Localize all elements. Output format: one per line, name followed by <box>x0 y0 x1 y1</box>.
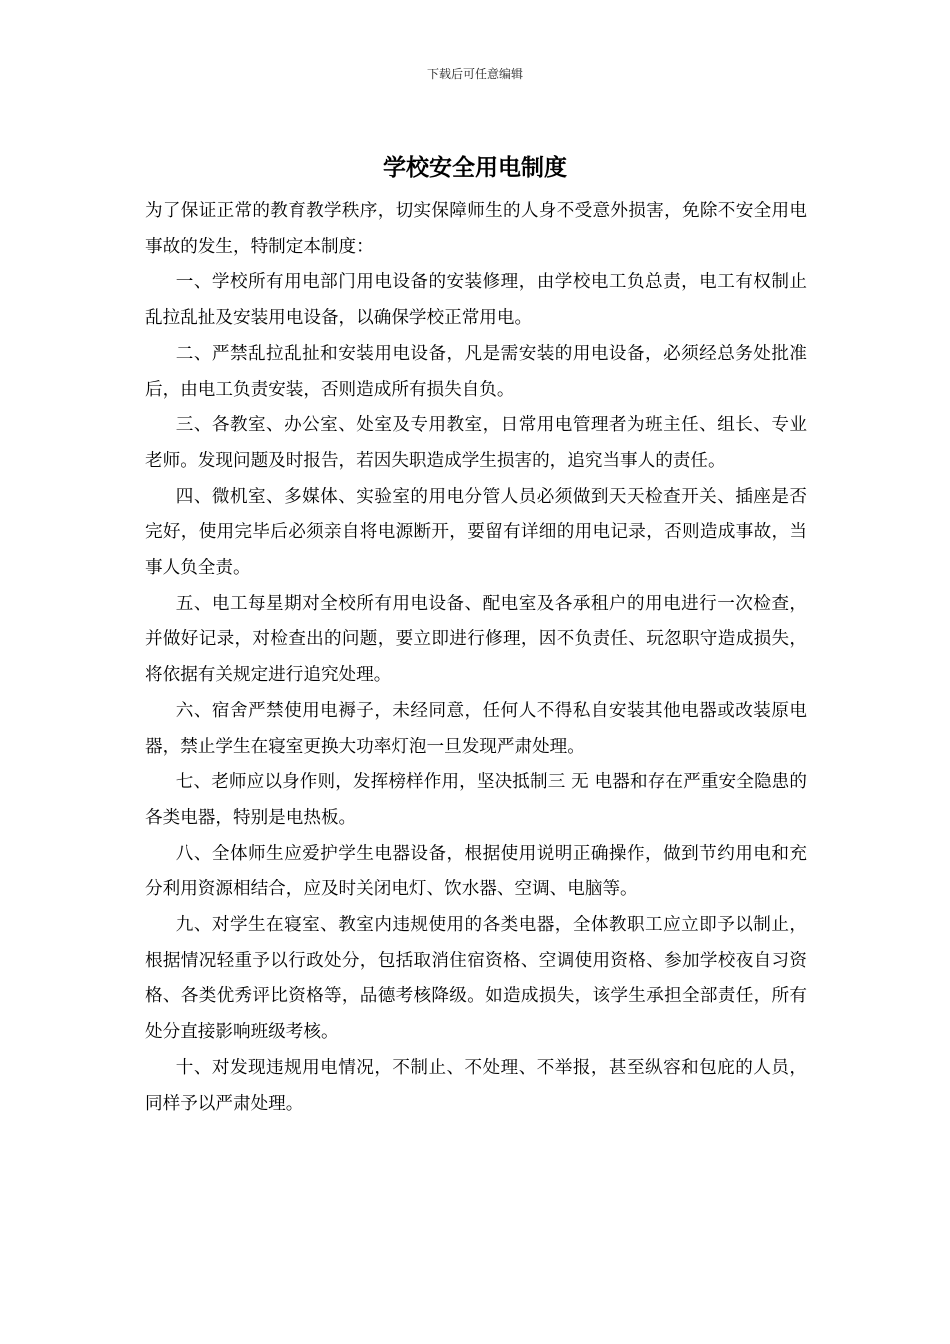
rule-paragraph-6: 六、宿舍严禁使用电褥子，未经同意，任何人不得私自安装其他电器或改装原电器，禁止学生在寝室更换大功率灯泡一旦发现严肃处理。 <box>145 700 807 757</box>
document-title: 学校安全用电制度 <box>383 154 567 181</box>
rule-paragraph-8: 八、全体师生应爱护学生电器设备，根据使用说明正确操作，做到节约用电和充分利用资源相结合，应及时关闭电灯、饮水器、空调、电脑等。 <box>145 843 807 900</box>
rule-paragraph-5: 五、电工每星期对全校所有用电设备、配电室及各承租户的用电进行一次检查，并做好记录，对检查出的问题，要立即进行修理，因不负责任、玩忽职守造成损失，将依据有关规定进行追究处理。 <box>145 593 807 686</box>
header-note: 下载后可任意编辑 <box>426 67 523 81</box>
rule-paragraph-2: 二、严禁乱拉乱扯和安装用电设备，凡是需安装的用电设备，必须经总务处批准后，由电工负责安装，否则造成所有损失自负。 <box>145 343 807 400</box>
rule-paragraph-3: 三、各教室、办公室、处室及专用教室，日常用电管理者为班主任、组长、专业老师。发现问题及时报告，若因失职造成学生损害的，追究当事人的责任。 <box>145 415 807 471</box>
intro-paragraph: 为了保证正常的教育教学秩序，切实保障师生的人身不受意外损害，免除不安全用电事故的发生，特制定本制度： <box>145 201 807 257</box>
rule-paragraph-9: 九、对学生在寝室、教室内违规使用的各类电器，全体教职工应立即予以制止，根据情况轻重予以行政处分，包括取消住宿资格、空调使用资格、参加学校夜自习资格、各类优秀评比资格等，品德考核降级。如造成损失，该学生承担全部责任，所有处分直接影响班级考核。 <box>145 915 807 1043</box>
document-body <box>145 194 807 1122</box>
rule-paragraph-1: 一、学校所有用电部门用电设备的安装修理，由学校电工负总责，电工有权制止乱拉乱扯及安装用电设备，以确保学校正常用电。 <box>145 272 807 329</box>
rule-paragraph-4: 四、微机室、多媒体、实验室的用电分管人员必须做到天天检查开关、插座是否完好，使用完毕后必须亲自将电源断开，要留有详细的用电记录，否则造成事故，当事人负全责。 <box>145 486 807 579</box>
rule-paragraph-7: 七、老师应以身作则，发挥榜样作用，坚决抵制三 无 电器和存在严重安全隐患的各类电器，特别是电热板。 <box>145 772 807 828</box>
rule-paragraph-10: 十、对发现违规用电情况，不制止、不处理、不举报，甚至纵容和包庇的人员，同样予以严肃处理。 <box>145 1057 807 1114</box>
